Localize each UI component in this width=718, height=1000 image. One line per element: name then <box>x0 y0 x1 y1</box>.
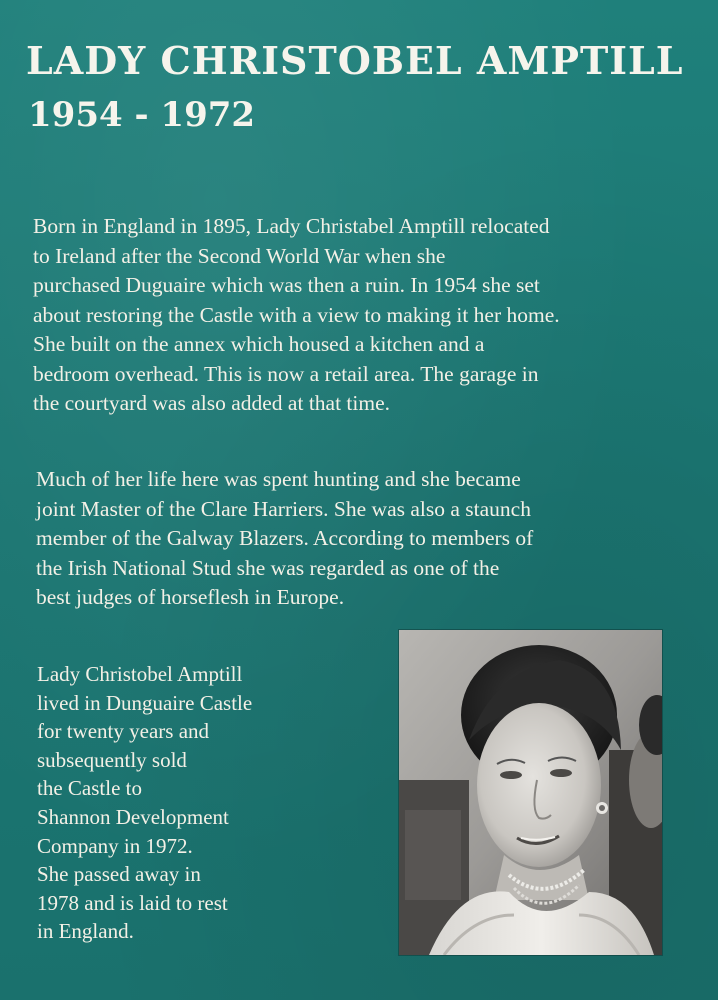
portrait-photo <box>399 630 662 955</box>
text-line: purchased Duguaire which was then a ruin. In 1954 she set <box>33 273 540 297</box>
text-line: in England. <box>37 919 134 944</box>
paragraph-hunting <box>36 465 533 613</box>
text-line: Much of her life here was spent hunting and she became <box>36 467 521 491</box>
text-line: the courtyard was also added at that time. <box>33 391 391 415</box>
portrait-image <box>399 630 662 955</box>
text-line: Lady Christobel Amptill <box>37 662 243 686</box>
text-line: the Castle to <box>37 776 142 801</box>
page-years: 1954 - 1972 <box>28 95 256 135</box>
text-line: subsequently sold <box>37 747 187 772</box>
text-line: for twenty years and <box>37 719 210 744</box>
text-line: 1978 and is laid to rest <box>37 890 228 915</box>
text-line: Born in England in 1895, Lady Christabel Amptill relocated <box>33 214 550 238</box>
text-line: to Ireland after the Second World War when she <box>33 243 446 268</box>
text-line: bedroom overhead. This is now a retail area. The garage in <box>33 361 539 386</box>
text-line: She built on the annex which housed a kitchen and a <box>33 332 485 356</box>
text-line: about restoring the Castle with a view to making it her home. <box>33 302 560 327</box>
paragraph-later-life <box>37 660 252 946</box>
text-line: joint Master of the Clare Harriers. She was also a staunch <box>36 496 531 521</box>
text-line: the Irish National Stud she was regarded as one of the <box>36 555 500 580</box>
paragraph-biography <box>33 212 560 419</box>
text-line: She passed away in <box>37 862 201 887</box>
text-line: best judges of horseflesh in Europe. <box>36 585 345 609</box>
text-line: member of the Galway Blazers. According to members of <box>36 526 534 550</box>
text-line: lived in Dunguaire Castle <box>37 690 253 715</box>
page-title: LADY CHRISTOBEL AMPTILL <box>26 38 684 83</box>
text-line: Shannon Development <box>37 804 229 829</box>
text-line: Company in 1972. <box>37 833 193 858</box>
